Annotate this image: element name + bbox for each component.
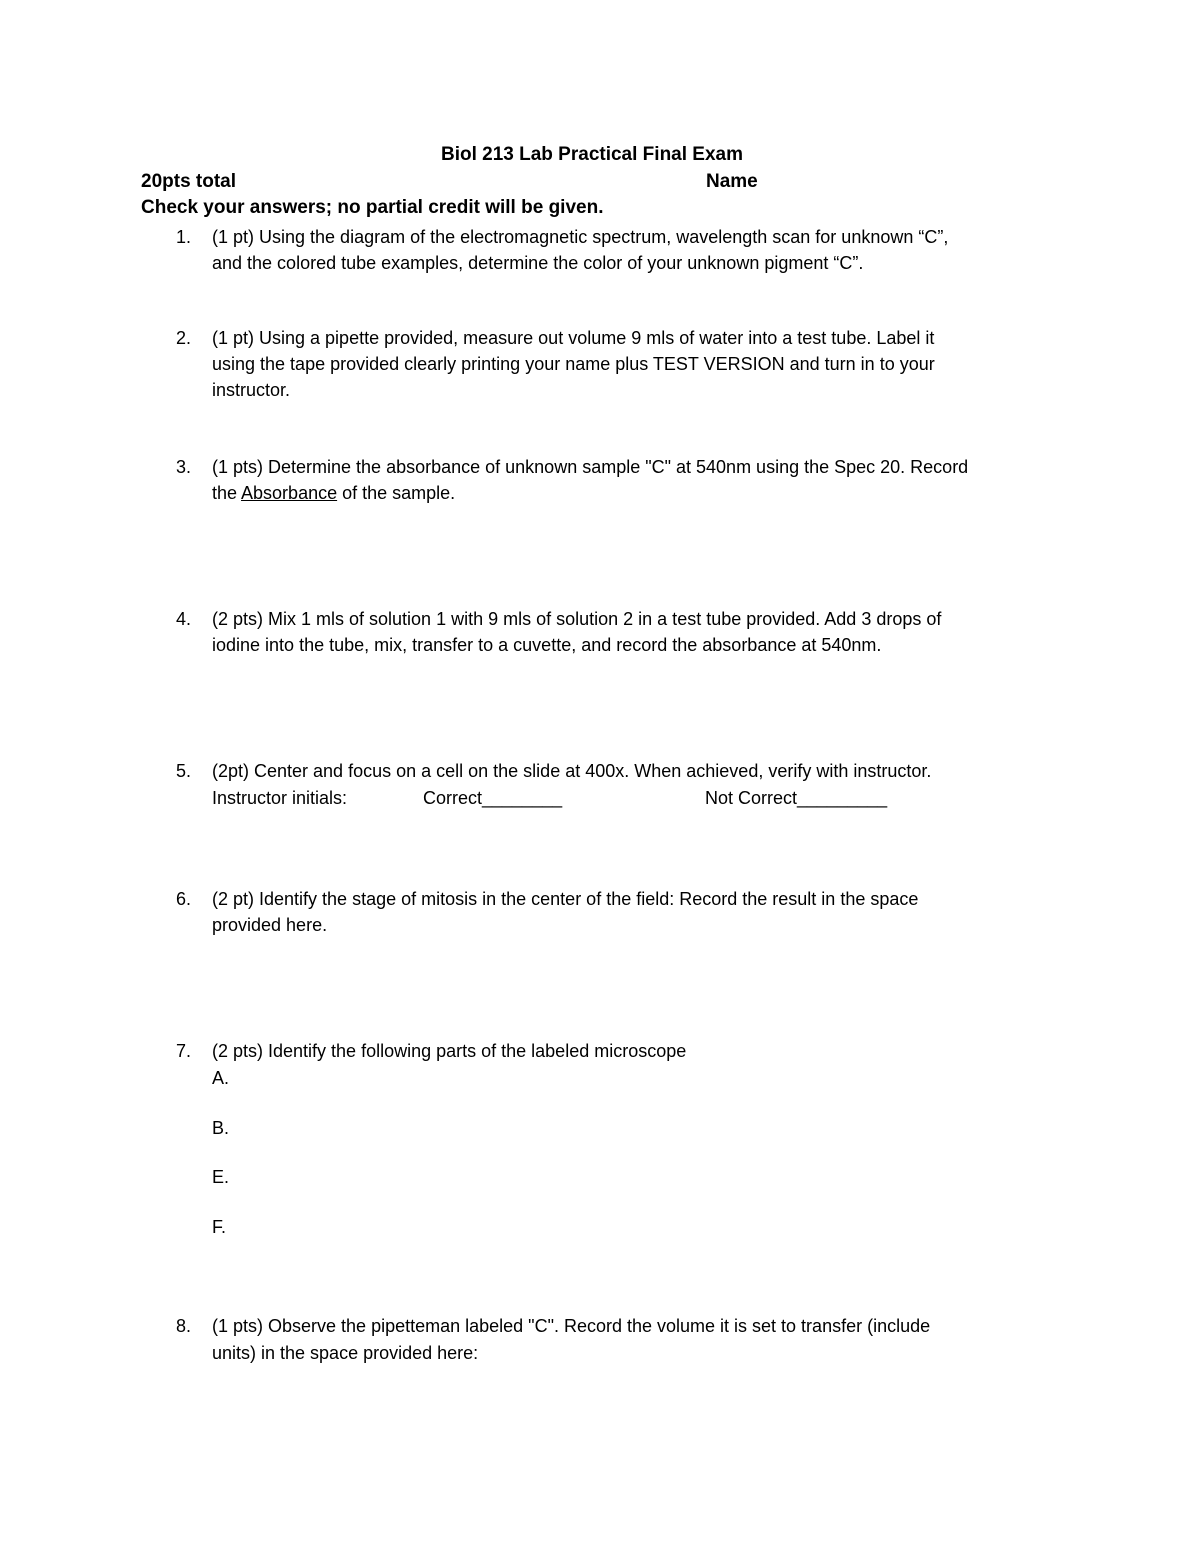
question-text: (2 pts) Identify the following parts of the labeled microscope xyxy=(212,1041,687,1061)
exam-title: Biol 213 Lab Practical Final Exam xyxy=(440,144,743,165)
question-number: 4. xyxy=(176,609,192,629)
points-total: 20pts total xyxy=(141,171,237,192)
text-segment: the xyxy=(212,483,242,503)
question-number: 7. xyxy=(176,1041,192,1061)
microscope-part-b: B. xyxy=(212,1118,230,1138)
question-text: (1 pt) Using a pipette provided, measure out volume 9 mls of water into a test tube. Label it xyxy=(212,328,935,348)
microscope-part-f: F. xyxy=(212,1217,227,1237)
question-text: provided here. xyxy=(212,915,328,935)
question-text: and the colored tube examples, determine the color of your unknown pigment “C”. xyxy=(212,253,864,273)
question-text: (1 pts) Determine the absorbance of unknown sample "C" at 540nm using the Spec 20. Record xyxy=(212,457,969,477)
question-number: 6. xyxy=(176,889,192,909)
question-text: (2pt) Center and focus on a cell on the slide at 400x. When achieved, verify with instructor. xyxy=(212,761,932,781)
name-label: Name xyxy=(706,171,758,192)
question-number: 3. xyxy=(176,457,192,477)
absorbance-underlined: Absorbance xyxy=(241,483,338,503)
text-segment: of the sample. xyxy=(337,483,456,503)
instructor-initials-label: Instructor initials: xyxy=(212,788,348,808)
question-number: 5. xyxy=(176,761,192,781)
question-text: (1 pt) Using the diagram of the electromagnetic spectrum, wavelength scan for unknown “C”, xyxy=(212,227,949,247)
question-text: iodine into the tube, mix, transfer to a cuvette, and record the absorbance at 540nm. xyxy=(212,635,882,655)
question-text: instructor. xyxy=(212,380,291,400)
microscope-part-a: A. xyxy=(212,1068,230,1088)
question-text: (1 pts) Observe the pipetteman labeled "C". Record the volume it is set to transfer (include xyxy=(212,1316,931,1336)
correct-blank: Correct________ xyxy=(423,788,563,808)
instructions: Check your answers; no partial credit will be given. xyxy=(141,197,604,218)
question-text: using the tape provided clearly printing your name plus TEST VERSION and turn in to your xyxy=(212,354,935,374)
question-text: units) in the space provided here: xyxy=(212,1343,479,1363)
microscope-part-e: E. xyxy=(212,1167,230,1187)
question-text: (2 pt) Identify the stage of mitosis in the center of the field: Record the result in the space xyxy=(212,889,919,909)
not-correct-blank: Not Correct_________ xyxy=(705,788,888,808)
question-number: 2. xyxy=(176,328,192,348)
question-text xyxy=(212,483,455,504)
question-number: 8. xyxy=(176,1316,192,1336)
question-text: (2 pts) Mix 1 mls of solution 1 with 9 mls of solution 2 in a test tube provided. Add 3 drops of xyxy=(212,609,942,629)
question-number: 1. xyxy=(176,227,192,247)
